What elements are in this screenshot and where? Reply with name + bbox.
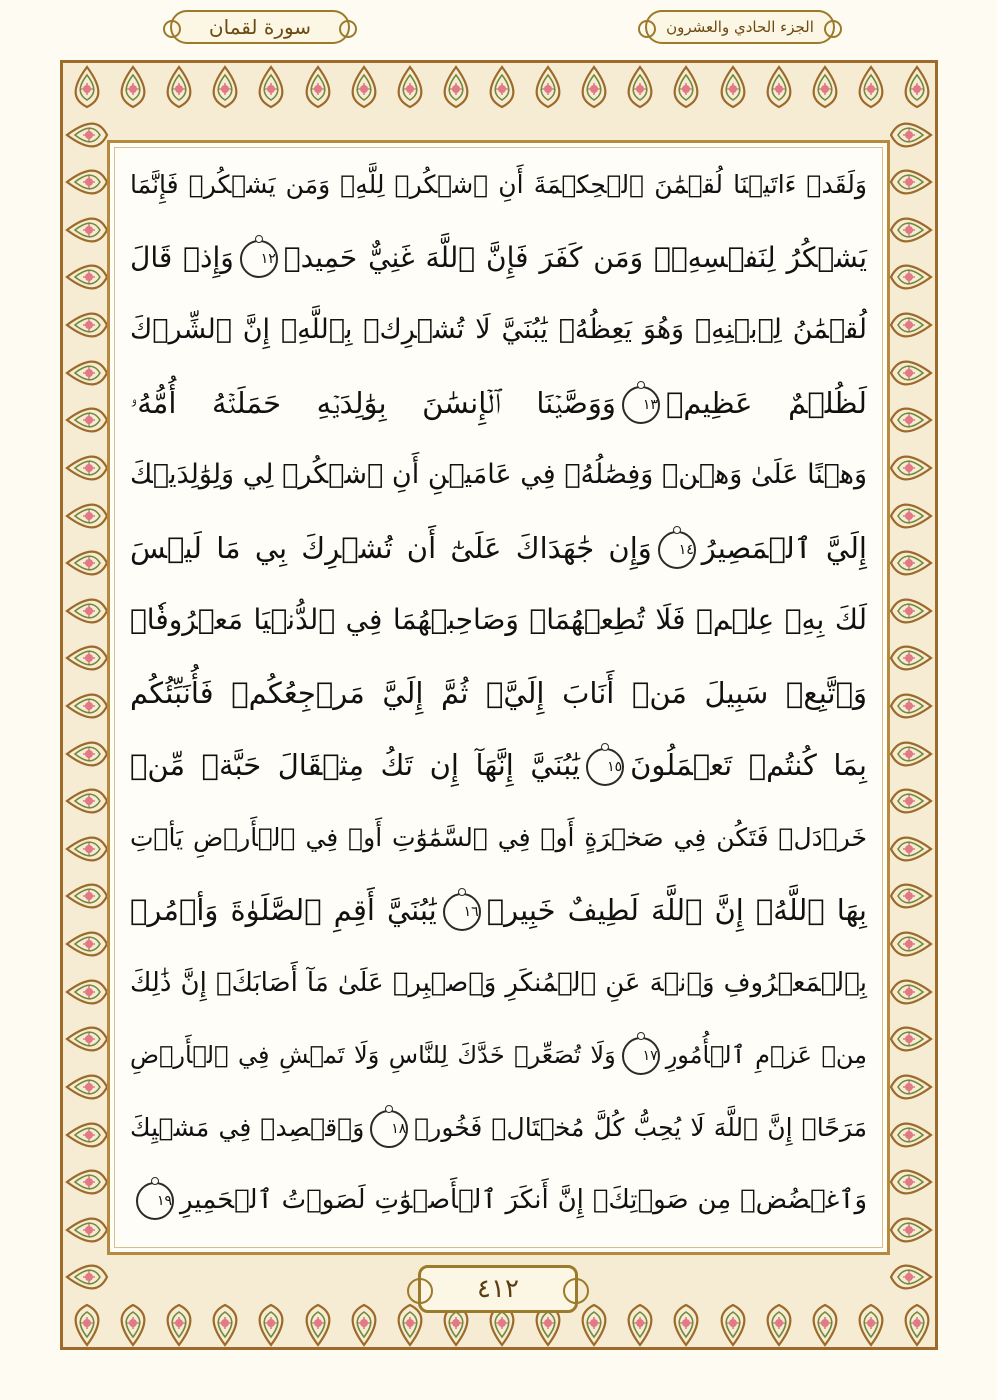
ayah-number-marker: ١٩: [136, 1182, 174, 1220]
border-motif-left-1: [65, 113, 109, 157]
border-motif-bottom-16: [803, 1303, 847, 1347]
verse-text: بِهَا ٱللَّهُۚ إِنَّ ٱللَّهَ لَطِيفٌ خَبِيرٞ: [486, 893, 868, 927]
verse-line-2: [130, 228, 867, 288]
border-motif-left-18: [65, 922, 109, 966]
verse-text: لُقۡمَٰنُ لِٱبۡنِهِۦ وَهُوَ يَعِظُهُۥ يَٰبُنَيَّ لَا تُشۡرِكۡ بِٱللَّهِۖ إِنَّ ٱلشِّرۡكَ: [130, 314, 867, 345]
border-motif-left-13: [65, 684, 109, 728]
ayah-number-marker: ١٧: [622, 1037, 660, 1075]
verse-text-continued: وَلَا تُصَعِّرۡ خَدَّكَ لِلنَّاسِ وَلَا تَمۡشِ فِي ٱلۡأَرۡضِ: [130, 1041, 616, 1069]
border-motif-bottom-17: [849, 1303, 893, 1347]
border-motif-top-3: [203, 65, 247, 109]
border-motif-right-5: [889, 303, 933, 347]
verse-text-continued: يَٰبُنَيَّ إِنَّهَآ إِن تَكُ مِثۡقَالَ حَبَّةٖ مِّنۡ: [130, 748, 581, 782]
border-motif-top-12: [618, 65, 662, 109]
border-motif-left-21: [65, 1065, 109, 1109]
verse-line-14: [130, 1098, 867, 1158]
ayah-number-marker: ١٢: [240, 240, 278, 278]
verse-line-5: [130, 445, 867, 505]
verse-line-7: [130, 590, 867, 650]
border-motif-left-9: [65, 494, 109, 538]
border-motif-right-1: [889, 113, 933, 157]
border-motif-left-12: [65, 636, 109, 680]
verse-text: وَٱغۡضُضۡ مِن صَوۡتِكَۚ إِنَّ أَنكَرَ ٱلۡأَصۡوَٰتِ لَصَوۡتُ ٱلۡحَمِيرِ: [180, 1185, 867, 1215]
verse-text-continued: يَٰبُنَيَّ أَقِمِ ٱلصَّلَوٰةَ وَأۡمُرۡ: [130, 893, 437, 927]
border-motif-left-23: [65, 1160, 109, 1204]
border-motif-top-6: [342, 65, 386, 109]
border-motif-top-5: [296, 65, 340, 109]
border-motif-top-11: [572, 65, 616, 109]
page-number-ornament-right: [563, 1278, 589, 1304]
verse-text: مِنۡ عَزۡمِ ٱلۡأُمُورِ: [665, 1041, 868, 1069]
border-motif-top-13: [664, 65, 708, 109]
verse-text: وَٱتَّبِعۡ سَبِيلَ مَنۡ أَنَابَ إِلَيَّۚ ثُمَّ إِلَيَّ مَرۡجِعُكُمۡ فَأُنَبِّئُكُم: [130, 675, 867, 710]
verse-text: بِمَا كُنتُمۡ تَعۡمَلُونَ: [630, 748, 868, 782]
juz-name: الجزء الحادي والعشرون: [666, 18, 814, 36]
border-motif-top-0: [65, 65, 109, 109]
border-motif-left-2: [65, 160, 109, 204]
border-motif-top-7: [388, 65, 432, 109]
border-motif-top-8: [434, 65, 478, 109]
border-motif-top-15: [757, 65, 801, 109]
border-motif-right-15: [889, 779, 933, 823]
border-motif-left-7: [65, 398, 109, 442]
border-motif-left-14: [65, 732, 109, 776]
border-motif-left-3: [65, 208, 109, 252]
verse-text: وَهۡنًا عَلَىٰ وَهۡنٖ وَفِصَٰلُهُۥ فِي عَامَيۡنِ أَنِ ٱشۡكُرۡ لِي وَلِوَٰلِدَيۡكَ: [130, 459, 867, 490]
border-motif-bottom-18: [895, 1303, 939, 1347]
verse-text: لَظُلۡمٌ عَظِيمٞ: [665, 385, 868, 420]
border-motif-right-12: [889, 636, 933, 680]
border-motif-right-8: [889, 446, 933, 490]
border-motif-right-2: [889, 160, 933, 204]
border-motif-right-19: [889, 970, 933, 1014]
verse-text: وَلَقَدۡ ءَاتَيۡنَا لُقۡمَٰنَ ٱلۡحِكۡمَةَ أَنِ ٱشۡكُرۡ لِلَّهِۚ وَمَن يَشۡكُرۡ فَإِنَّمَا: [130, 170, 867, 199]
border-motif-bottom-1: [111, 1303, 155, 1347]
border-motif-left-6: [65, 351, 109, 395]
border-motif-right-18: [889, 922, 933, 966]
border-motif-right-14: [889, 732, 933, 776]
quran-text-panel: [107, 140, 890, 1255]
ayah-number-marker: ١٥: [586, 748, 624, 786]
ayah-number-marker: ١٣: [622, 386, 660, 424]
border-motif-top-2: [157, 65, 201, 109]
border-motif-right-11: [889, 589, 933, 633]
page-number-ornament-left: [407, 1278, 433, 1304]
border-motif-top-14: [711, 65, 755, 109]
border-motif-left-22: [65, 1113, 109, 1157]
verse-line-13: [130, 1025, 867, 1085]
page-number-box: [418, 1265, 578, 1313]
border-motif-left-8: [65, 446, 109, 490]
ayah-number-marker: ١٤: [658, 531, 696, 569]
border-motif-top-9: [480, 65, 524, 109]
border-motif-top-10: [526, 65, 570, 109]
border-motif-right-21: [889, 1065, 933, 1109]
verse-line-4: [130, 373, 867, 433]
border-motif-right-23: [889, 1160, 933, 1204]
border-motif-right-25: [889, 1255, 933, 1299]
verse-text-continued: وَٱقۡصِدۡ فِي مَشۡيِكَ: [130, 1112, 365, 1142]
surah-name-cartouche: [170, 10, 350, 44]
border-motif-bottom-13: [664, 1303, 708, 1347]
verse-line-15: [130, 1170, 867, 1230]
border-motif-left-24: [65, 1208, 109, 1252]
border-motif-right-16: [889, 827, 933, 871]
border-motif-top-4: [249, 65, 293, 109]
border-motif-right-7: [889, 398, 933, 442]
border-motif-left-19: [65, 970, 109, 1014]
border-motif-bottom-11: [572, 1303, 616, 1347]
verse-line-6: [130, 518, 867, 578]
border-motif-bottom-15: [757, 1303, 801, 1347]
verse-text-continued: وَوَصَّيۡنَا ٱلۡإِنسَٰنَ بِوَٰلِدَيۡهِ حَمَلَتۡهُ أُمُّهُۥ: [130, 385, 616, 420]
verse-text-continued: وَإِذۡ قَالَ: [130, 240, 234, 274]
juz-name-cartouche: [645, 10, 835, 44]
ayah-number-marker: ١٨: [370, 1110, 408, 1148]
border-motif-top-16: [803, 65, 847, 109]
verse-line-1: [130, 155, 867, 215]
border-motif-right-9: [889, 494, 933, 538]
border-motif-bottom-4: [249, 1303, 293, 1347]
border-motif-bottom-3: [203, 1303, 247, 1347]
border-motif-right-13: [889, 684, 933, 728]
border-motif-top-17: [849, 65, 893, 109]
border-motif-right-20: [889, 1017, 933, 1061]
border-motif-bottom-2: [157, 1303, 201, 1347]
border-motif-left-17: [65, 874, 109, 918]
border-motif-right-24: [889, 1208, 933, 1252]
verse-line-12: [130, 953, 867, 1013]
surah-name: سورة لقمان: [208, 15, 312, 39]
verse-text: يَشۡكُرُ لِنَفۡسِهِۦۖ وَمَن كَفَرَ فَإِنَّ ٱللَّهَ غَنِيٌّ حَمِيدٞ: [283, 240, 868, 274]
border-motif-top-1: [111, 65, 155, 109]
border-motif-right-4: [889, 255, 933, 299]
border-motif-left-4: [65, 255, 109, 299]
border-motif-left-5: [65, 303, 109, 347]
border-motif-left-25: [65, 1255, 109, 1299]
border-motif-right-17: [889, 874, 933, 918]
verse-text: بِٱلۡمَعۡرُوفِ وَٱنۡهَ عَنِ ٱلۡمُنكَرِ وَٱصۡبِرۡ عَلَىٰ مَآ أَصَابَكَۖ إِنَّ ذَٰلِكَ: [130, 967, 867, 998]
border-motif-bottom-14: [711, 1303, 755, 1347]
border-motif-left-16: [65, 827, 109, 871]
border-motif-bottom-5: [296, 1303, 340, 1347]
border-motif-right-3: [889, 208, 933, 252]
border-motif-top-18: [895, 65, 939, 109]
border-motif-left-11: [65, 589, 109, 633]
border-motif-right-22: [889, 1113, 933, 1157]
verse-line-11: [130, 880, 867, 940]
border-motif-bottom-0: [65, 1303, 109, 1347]
verse-line-8: [130, 663, 867, 723]
border-motif-left-15: [65, 779, 109, 823]
verse-text: خَرۡدَلٖ فَتَكُن فِي صَخۡرَةٍ أَوۡ فِي ٱلسَّمَٰوَٰتِ أَوۡ فِي ٱلۡأَرۡضِ يَأۡتِ: [130, 822, 867, 852]
verse-line-3: [130, 300, 867, 360]
verse-text: مَرَحًاۖ إِنَّ ٱللَّهَ لَا يُحِبُّ كُلَّ مُخۡتَالٖ فَخُورٖ: [414, 1112, 868, 1142]
verse-text: لَكَ بِهِۦ عِلۡمٞ فَلَا تُطِعۡهُمَاۖ وَصَاحِبۡهُمَا فِي ٱلدُّنۡيَا مَعۡرُوفٗاۖ: [130, 603, 867, 636]
verse-text: إِلَيَّ ٱلۡمَصِيرُ: [701, 530, 867, 565]
border-motif-right-6: [889, 351, 933, 395]
verse-line-9: [130, 735, 867, 795]
ayah-number-marker: ١٦: [443, 893, 481, 931]
verse-text-continued: وَإِن جَٰهَدَاكَ عَلَىٰٓ أَن تُشۡرِكَ بِي مَا لَيۡسَ: [130, 530, 652, 565]
border-motif-bottom-6: [342, 1303, 386, 1347]
border-motif-bottom-12: [618, 1303, 662, 1347]
border-motif-left-20: [65, 1017, 109, 1061]
border-motif-right-10: [889, 541, 933, 585]
page-number: ٤١٢: [477, 1274, 519, 1304]
verse-line-10: [130, 808, 867, 868]
border-motif-left-10: [65, 541, 109, 585]
